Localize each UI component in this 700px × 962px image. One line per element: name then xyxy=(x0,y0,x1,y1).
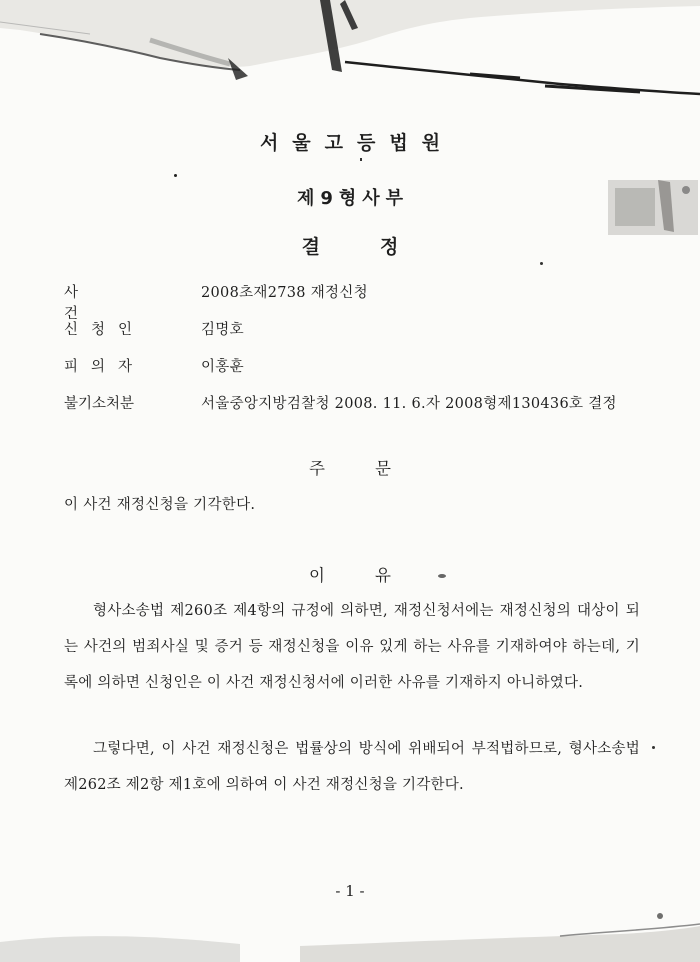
case-info-row xyxy=(64,392,664,429)
scan-speck xyxy=(174,174,177,177)
case-info-label-suspect: 피의자 xyxy=(64,359,146,375)
case-info-label-case xyxy=(64,281,140,323)
reason-paragraph-text: 형사소송법 제260조 제4항의 규정에 의하면, 재정신청서에는 재정신청의 대상이 되는 사건의 범죄사실 및 증거 등 재정신청을 이유 있게 하는 사유를 기재하여야 하는데, 기록에 의하면 신청인은 이 사건 재정신청서에 이러한 사유를 기재하지 아니하였다. xyxy=(64,603,640,691)
scan-artifact-top xyxy=(0,0,700,110)
case-number-value: 2008초재2738 재정신청 xyxy=(201,285,368,301)
scan-artifact-bottom xyxy=(0,902,700,962)
case-info-label-applicant: 신청인 xyxy=(64,322,146,338)
case-info-row xyxy=(64,281,664,322)
document-type-title: 결정 xyxy=(301,236,459,258)
case-info xyxy=(64,281,664,429)
scan-speck xyxy=(360,158,362,161)
reason-paragraph-text: 그렇다면, 이 사건 재정신청은 법률상의 방식에 위배되어 부적법하므로, 형사소송법 제262조 제2항 제1호에 의하여 이 사건 재정신청을 기각한다. xyxy=(64,741,640,793)
case-info-label-non-prosecution: 불기소처분 xyxy=(64,396,135,412)
reason-paragraph xyxy=(64,731,640,803)
order-text: 이 사건 재정신청을 기각한다. xyxy=(64,497,256,513)
reason-paragraph xyxy=(64,593,640,701)
scan-speck xyxy=(652,746,655,749)
applicant-value: 김명호 xyxy=(201,322,244,338)
non-prosecution-value: 서울중앙지방검찰청 2008. 11. 6.자 2008형제130436호 결정 xyxy=(201,396,617,412)
order-heading: 주문 xyxy=(309,459,441,478)
division-name: 제9형사부 xyxy=(296,188,410,209)
scan-speck xyxy=(540,262,543,265)
court-name: 서울고등법원 xyxy=(259,132,455,154)
reasons-heading: 이유 xyxy=(309,566,441,585)
suspect-value: 이홍훈 xyxy=(201,359,244,375)
case-info-row xyxy=(64,318,664,355)
case-info-row xyxy=(64,355,664,392)
case-info-label: 사건 xyxy=(64,285,131,322)
page-number: - 1 - xyxy=(335,882,365,900)
